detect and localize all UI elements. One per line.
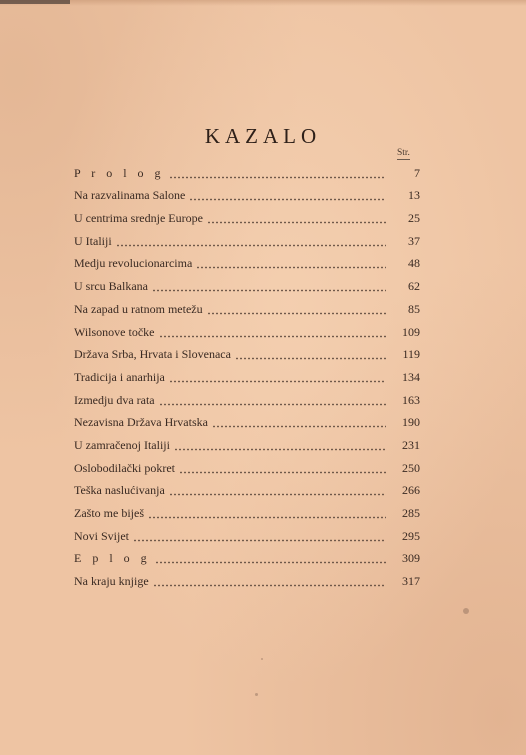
toc-entry [74, 317, 420, 340]
toc-entry-title: Na razvalinama Salone [74, 188, 186, 203]
toc-entry [74, 362, 420, 385]
toc-entry-page: 134 [402, 369, 420, 384]
toc-entry-page: 231 [402, 437, 420, 452]
toc-entry [74, 249, 420, 272]
toc-entry-title: P r o l o g [74, 165, 165, 180]
toc-entry-title: Na kraju knjige [74, 574, 149, 589]
toc-entry-title: U centrima srednje Europe [74, 211, 203, 226]
toc-entry [74, 498, 420, 521]
dot-leader [116, 237, 386, 247]
page-column-header: Str. [397, 148, 410, 158]
toc-entry-page: 85 [408, 301, 420, 316]
dot-leader [169, 373, 386, 383]
toc-entry-page: 266 [402, 483, 420, 498]
dot-leader [155, 554, 386, 564]
scan-edge-mark [0, 0, 70, 4]
dot-leader [148, 509, 386, 519]
toc-entry-title: Nezavisna Država Hrvatska [74, 415, 208, 430]
toc-entry-title: U Italiji [74, 233, 112, 248]
toc-entry [74, 385, 420, 408]
toc-entry-title: Oslobodilački pokret [74, 460, 175, 475]
dot-leader [235, 350, 386, 360]
toc-entry-page: 295 [402, 528, 420, 543]
toc-entry [74, 158, 420, 181]
page-top-edge [0, 0, 526, 6]
dot-leader [189, 191, 386, 201]
toc-entry-title: Zašto me biješ [74, 506, 144, 520]
toc-entry [74, 408, 420, 431]
toc-entry-page: 285 [402, 506, 420, 520]
dot-leader [169, 486, 386, 496]
toc-entry-page: 309 [402, 551, 420, 566]
dot-leader [169, 169, 386, 179]
toc-entry-title: U zamračenoj Italiji [74, 437, 170, 452]
paper-speck [255, 693, 258, 696]
toc-entry-title: E p l o g [74, 551, 151, 566]
toc-entry [74, 340, 420, 363]
dot-leader [212, 418, 386, 428]
toc-entry-page: 7 [414, 165, 420, 180]
dot-leader [159, 328, 387, 338]
paper-speck [463, 608, 469, 614]
toc-entry-page: 13 [408, 188, 420, 203]
toc-entry-page: 163 [402, 392, 420, 407]
page-title: KAZALO [204, 124, 322, 148]
paper-speck [261, 658, 263, 660]
dot-leader [207, 305, 386, 315]
toc-entry-page: 190 [402, 415, 420, 430]
dot-leader [153, 577, 386, 587]
dot-leader [179, 464, 386, 474]
toc-entry [74, 430, 420, 453]
dot-leader [152, 282, 386, 292]
toc-entry-page: 109 [402, 324, 420, 339]
toc-entry-page: 317 [402, 574, 420, 589]
toc-entry [74, 181, 420, 204]
dot-leader [196, 259, 386, 269]
dot-leader [207, 214, 386, 224]
dot-leader [159, 396, 386, 406]
toc-entry-page: 37 [408, 233, 420, 248]
toc-entry [74, 521, 420, 544]
toc-entry-page: 62 [408, 279, 420, 294]
toc-entry [74, 226, 420, 249]
toc-entry [74, 271, 420, 294]
toc-entry-title: Novi Svijet [74, 528, 130, 543]
toc-entry [74, 453, 420, 476]
toc-entry-title: Država Srba, Hrvata i Slovenaca [74, 347, 231, 362]
toc-entry-page: 250 [402, 460, 420, 475]
toc-entry-title: Izmedju dva rata [74, 392, 155, 407]
toc-entry-title: Wilsonove točke [74, 324, 155, 339]
toc-entry-title: Teška naslućivanja [74, 483, 165, 498]
toc-entry [74, 476, 420, 499]
toc-entry-title: Tradicija i anarhija [74, 369, 165, 384]
toc-entry [74, 544, 420, 567]
toc-entry [74, 566, 420, 589]
toc-entry-title: U srcu Balkana [74, 279, 148, 294]
toc-entry-page: 48 [408, 256, 420, 271]
toc-entry-page: 25 [408, 211, 420, 226]
toc-entry [74, 294, 420, 317]
toc-entry-title: Na zapad u ratnom metežu [74, 301, 203, 316]
dot-leader [174, 441, 386, 451]
toc-entry-title: Medju revolucionarcima [74, 256, 193, 271]
toc-entry-page: 119 [402, 347, 420, 362]
table-of-contents [74, 158, 420, 589]
dot-leader [133, 532, 386, 542]
toc-entry [74, 203, 420, 226]
